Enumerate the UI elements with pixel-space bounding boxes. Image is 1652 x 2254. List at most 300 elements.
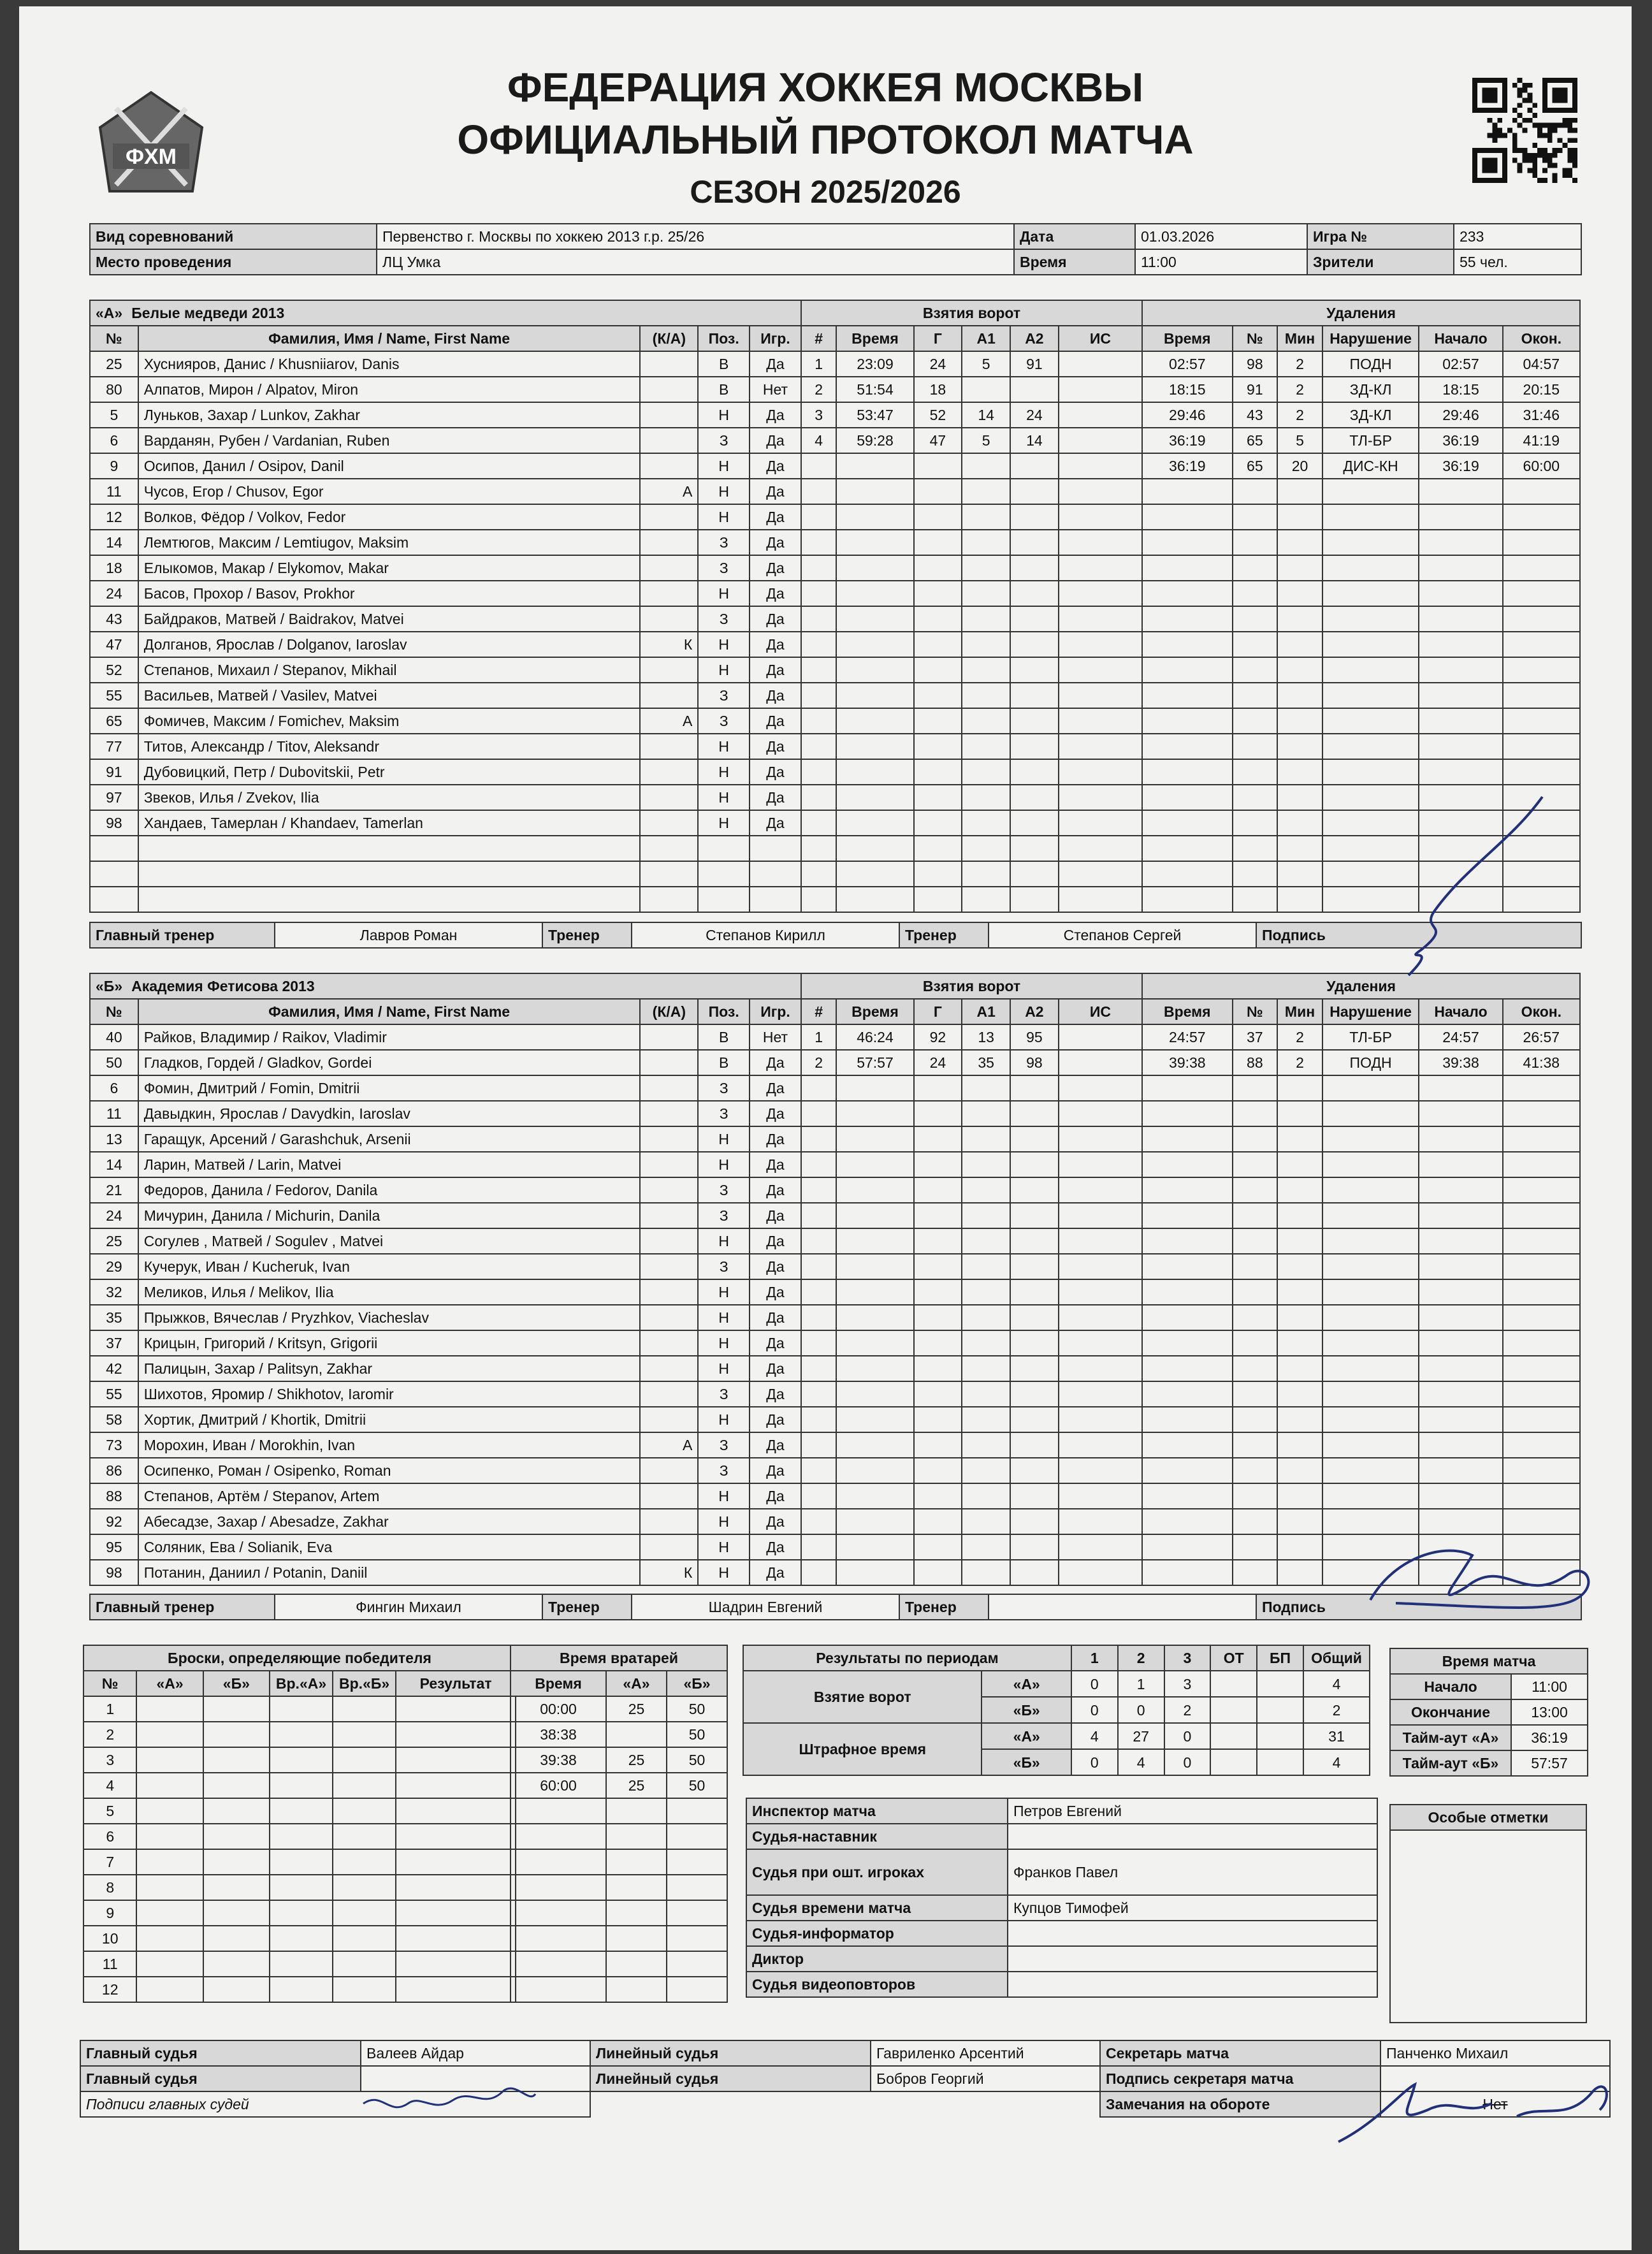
penalty-cell: [1233, 1279, 1278, 1305]
player-name: Басов, Прохор / Basov, Prokhor: [138, 581, 641, 606]
player-number: 35: [90, 1305, 138, 1330]
player-played: Да: [750, 504, 801, 530]
goal-cell: [962, 1075, 1010, 1101]
period-col: Общий: [1303, 1645, 1370, 1671]
col-g-num: #: [801, 326, 837, 351]
penalty-cell: 04:57: [1503, 351, 1580, 377]
penalty-cell: [1142, 1356, 1232, 1381]
goal-cell: [914, 785, 962, 810]
shootout-cell: [203, 1722, 270, 1747]
penalty-cell: [1322, 836, 1419, 861]
shootout-row-number: 1: [83, 1696, 136, 1722]
goal-cell: [914, 1330, 962, 1356]
goal-cell: [836, 632, 913, 657]
period-value: [1210, 1671, 1257, 1697]
col-p-end: Окон.: [1503, 326, 1580, 351]
player-name: Райков, Владимир / Raikov, Vladimir: [138, 1024, 641, 1050]
penalty-cell: [1419, 836, 1502, 861]
player-name: Долганов, Ярослав / Dolganov, Iaroslav: [138, 632, 641, 657]
player-number: 97: [90, 785, 138, 810]
penalty-cell: 02:57: [1419, 351, 1502, 377]
shootout-cell: [333, 1977, 396, 2002]
goal-cell: [1059, 1075, 1142, 1101]
player-role: [640, 759, 698, 785]
goal-cell: [1010, 1407, 1059, 1432]
penalty-cell: [1233, 1126, 1278, 1152]
goal-cell: [1010, 861, 1059, 887]
goal-cell: [1010, 530, 1059, 555]
penalty-cell: [1419, 581, 1502, 606]
player-role: [640, 657, 698, 683]
goal-cell: [1010, 632, 1059, 657]
player-played: Да: [750, 810, 801, 836]
goal-cell: [962, 785, 1010, 810]
goal-cell: [914, 657, 962, 683]
player-position: З: [698, 1075, 750, 1101]
goal-cell: [1010, 1126, 1059, 1152]
penalty-cell: [1142, 759, 1232, 785]
goal-cell: [962, 1356, 1010, 1381]
shootout-cell: [333, 1722, 396, 1747]
time-label: Время: [1014, 249, 1135, 275]
goalie-cell: [606, 1926, 667, 1951]
linesman-label: Линейный судья: [590, 2066, 871, 2091]
goal-cell: [1059, 1101, 1142, 1126]
player-role: [640, 1483, 698, 1509]
player-played: Да: [750, 1126, 801, 1152]
penalty-cell: [1277, 683, 1322, 708]
player-position: З: [698, 530, 750, 555]
goal-cell: [801, 1254, 837, 1279]
penalty-cell: [1419, 1356, 1502, 1381]
goal-cell: 51:54: [836, 377, 913, 402]
penalty-cell: [1277, 1279, 1322, 1305]
goal-cell: 23:09: [836, 351, 913, 377]
penalty-cell: [1419, 1458, 1502, 1483]
penalty-cell: [1142, 581, 1232, 606]
coach-label: Тренер: [542, 922, 632, 948]
goal-cell: [1010, 581, 1059, 606]
goalie-cell: 39:38: [511, 1747, 606, 1773]
goal-cell: [962, 530, 1010, 555]
head-coach-value: Лавров Роман: [275, 922, 542, 948]
player-name: Варданян, Рубен / Vardanian, Ruben: [138, 428, 641, 453]
player-played: Да: [750, 479, 801, 504]
shootout-col: «Б»: [203, 1671, 270, 1696]
goal-cell: [801, 606, 837, 632]
shootout-cell: [333, 1798, 396, 1824]
federation-title: ФЕДЕРАЦИЯ ХОККЕЯ МОСКВЫ: [507, 64, 1144, 110]
player-name: Титов, Александр / Titov, Aleksandr: [138, 734, 641, 759]
goal-cell: [836, 1254, 913, 1279]
goal-cell: [836, 530, 913, 555]
penalty-cell: [1233, 836, 1278, 861]
shootout-cell: [136, 1875, 203, 1900]
goal-cell: 3: [801, 402, 837, 428]
player-row: [90, 555, 1580, 581]
player-role: [640, 428, 698, 453]
goal-cell: [914, 1356, 962, 1381]
periods-title: Результаты по периодам: [743, 1645, 1071, 1671]
goal-cell: [1059, 581, 1142, 606]
penalty-cell: [1419, 1381, 1502, 1407]
player-role: [640, 887, 698, 912]
player-played: Да: [750, 1534, 801, 1560]
goalie-cell: [606, 1798, 667, 1824]
shootout-cell: [203, 1798, 270, 1824]
coach-label: Тренер: [542, 1594, 632, 1620]
goal-cell: [1010, 1152, 1059, 1177]
player-name: Потанин, Даниил / Potanin, Daniil: [138, 1560, 641, 1585]
official-label: Судья времени матча: [746, 1895, 1008, 1921]
special-notes-area: [1390, 1830, 1586, 2023]
player-played: Да: [750, 1330, 801, 1356]
penalty-cell: [1503, 581, 1580, 606]
competition-value: Первенство г. Москвы по хоккею 2013 г.р. 25/26: [377, 224, 1014, 249]
goal-cell: [801, 632, 837, 657]
penalty-cell: [1419, 1203, 1502, 1228]
player-role: [640, 377, 698, 402]
shootout-cell: [333, 1696, 396, 1722]
penalty-cell: 26:57: [1503, 1024, 1580, 1050]
penalty-cell: [1322, 657, 1419, 683]
player-played: Да: [750, 1305, 801, 1330]
player-row: [90, 504, 1580, 530]
goal-cell: [914, 581, 962, 606]
player-row: [90, 1509, 1580, 1534]
penalty-cell: [1142, 1254, 1232, 1279]
player-played: Да: [750, 530, 801, 555]
penalties-title: Удаления: [1142, 300, 1580, 326]
penalty-cell: 24:57: [1419, 1024, 1502, 1050]
shootout-row-number: 10: [83, 1926, 136, 1951]
player-played: Да: [750, 1152, 801, 1177]
player-position: [698, 861, 750, 887]
player-position: Н: [698, 1560, 750, 1585]
referees-table: [80, 2040, 1611, 2118]
penalty-cell: [1142, 785, 1232, 810]
player-name: Волков, Фёдор / Volkov, Fedor: [138, 504, 641, 530]
player-position: Н: [698, 657, 750, 683]
match-time-label: Тайм-аут «А»: [1390, 1725, 1511, 1750]
goal-cell: [836, 1228, 913, 1254]
goal-cell: [1059, 1228, 1142, 1254]
goal-cell: [801, 1509, 837, 1534]
goal-cell: [1010, 836, 1059, 861]
player-name: Хуснияров, Данис / Khusniiarov, Danis: [138, 351, 641, 377]
player-row: [90, 1305, 1580, 1330]
penalty-cell: 18:15: [1142, 377, 1232, 402]
penalty-cell: [1142, 1407, 1232, 1432]
goal-cell: [962, 555, 1010, 581]
player-number: 80: [90, 377, 138, 402]
goal-cell: [1010, 759, 1059, 785]
secretary-value: Панченко Михаил: [1380, 2040, 1610, 2066]
shootout-row-number: 9: [83, 1900, 136, 1926]
goal-cell: [1059, 1458, 1142, 1483]
period-col: ОТ: [1210, 1645, 1257, 1671]
player-row: [90, 1534, 1580, 1560]
col-name: Фамилия, Имя / Name, First Name: [138, 999, 641, 1024]
goal-cell: [801, 1126, 837, 1152]
penalty-cell: [1233, 1330, 1278, 1356]
penalty-cell: 18:15: [1419, 377, 1502, 402]
goal-cell: [801, 1458, 837, 1483]
goal-cell: [962, 1126, 1010, 1152]
player-name: Палицын, Захар / Palitsyn, Zakhar: [138, 1356, 641, 1381]
shootout-cell: [136, 1722, 203, 1747]
player-number: 91: [90, 759, 138, 785]
goal-cell: [914, 1305, 962, 1330]
player-position: Н: [698, 1509, 750, 1534]
goal-cell: 24: [914, 1050, 962, 1075]
penalty-cell: 29:46: [1419, 402, 1502, 428]
penalty-cell: ЗД-КЛ: [1322, 377, 1419, 402]
penalty-cell: [1142, 555, 1232, 581]
col-p-inf: Нарушение: [1322, 999, 1419, 1024]
venue-label: Место проведения: [90, 249, 377, 275]
official-label: Судья видеоповторов: [746, 1972, 1008, 1997]
goal-cell: [1010, 1330, 1059, 1356]
penalty-cell: 43: [1233, 402, 1278, 428]
goal-cell: [1059, 810, 1142, 836]
match-time-label: Тайм-аут «Б»: [1390, 1750, 1511, 1776]
penalty-cell: [1322, 734, 1419, 759]
goal-cell: [914, 1483, 962, 1509]
col-p-time: Время: [1142, 326, 1232, 351]
col-g-a2: А2: [1010, 999, 1059, 1024]
penalty-cell: [1142, 1483, 1232, 1509]
head-coach-label: Главный тренер: [90, 1594, 275, 1620]
goal-cell: [1010, 1177, 1059, 1203]
goals-label: Взятие ворот: [743, 1671, 982, 1723]
goal-cell: [801, 836, 837, 861]
official-label: Судья-информатор: [746, 1921, 1008, 1946]
goal-cell: [1010, 606, 1059, 632]
player-position: Н: [698, 1483, 750, 1509]
goal-cell: [1059, 759, 1142, 785]
goal-cell: [914, 1381, 962, 1407]
player-number: 11: [90, 479, 138, 504]
player-row: [90, 453, 1580, 479]
goal-cell: [914, 1152, 962, 1177]
penalty-cell: [1419, 861, 1502, 887]
goal-cell: [836, 759, 913, 785]
goal-cell: [962, 1177, 1010, 1203]
period-value: 0: [1118, 1697, 1164, 1723]
player-role: [640, 1024, 698, 1050]
penalty-cell: [1322, 810, 1419, 836]
player-name: [138, 836, 641, 861]
penalty-cell: [1419, 1534, 1502, 1560]
goal-cell: 46:24: [836, 1024, 913, 1050]
goal-cell: [962, 836, 1010, 861]
goal-cell: 5: [962, 351, 1010, 377]
player-number: 86: [90, 1458, 138, 1483]
penalty-cell: [1322, 1228, 1419, 1254]
goal-cell: [1059, 734, 1142, 759]
player-row: [90, 1458, 1580, 1483]
player-role: [640, 1075, 698, 1101]
penalty-cell: [1277, 1560, 1322, 1585]
goal-cell: 57:57: [836, 1050, 913, 1075]
shootout-cell: [136, 1926, 203, 1951]
penalty-cell: [1419, 1407, 1502, 1432]
goalie-cell: [667, 1951, 727, 1977]
goal-cell: 2: [801, 377, 837, 402]
player-played: Да: [750, 759, 801, 785]
player-played: Да: [750, 428, 801, 453]
goal-cell: [1010, 887, 1059, 912]
col-played: Игр.: [750, 326, 801, 351]
goal-cell: [801, 581, 837, 606]
player-number: 92: [90, 1509, 138, 1534]
player-played: Да: [750, 555, 801, 581]
penalty-cell: [1322, 1407, 1419, 1432]
penalty-cell: [1277, 632, 1322, 657]
penalty-cell: 29:46: [1142, 402, 1232, 428]
svg-text:ФХМ: ФХМ: [125, 145, 177, 169]
player-role: [640, 1228, 698, 1254]
shootout-col: Вр.«А»: [270, 1671, 333, 1696]
player-played: Да: [750, 1254, 801, 1279]
penalty-cell: ПОДН: [1322, 1050, 1419, 1075]
shootout-cell: [203, 1926, 270, 1951]
player-played: Нет: [750, 377, 801, 402]
penalty-cell: 39:38: [1419, 1050, 1502, 1075]
period-value: 27: [1118, 1723, 1164, 1749]
goal-cell: [836, 734, 913, 759]
col-played: Игр.: [750, 999, 801, 1024]
player-played: Да: [750, 785, 801, 810]
player-name: Гладков, Гордей / Gladkov, Gordei: [138, 1050, 641, 1075]
goal-cell: [914, 1177, 962, 1203]
player-number: 25: [90, 351, 138, 377]
shootout-cell: [396, 1951, 516, 1977]
goal-cell: [1010, 683, 1059, 708]
goal-cell: [1059, 1203, 1142, 1228]
player-name: Степанов, Михаил / Stepanov, Mikhail: [138, 657, 641, 683]
player-number: 50: [90, 1050, 138, 1075]
penalty-cell: [1277, 1534, 1322, 1560]
penalty-cell: [1503, 1177, 1580, 1203]
goal-cell: [836, 1152, 913, 1177]
col-p-num: №: [1233, 999, 1278, 1024]
penalty-cell: [1277, 479, 1322, 504]
shootout-cell: [333, 1926, 396, 1951]
goal-cell: [836, 1330, 913, 1356]
coach-value: [989, 1594, 1256, 1620]
goalie-cell: [511, 1875, 606, 1900]
goalie-cell: [511, 1798, 606, 1824]
period-value: 0: [1071, 1749, 1118, 1775]
shootout-cell: [203, 1849, 270, 1875]
penalty-cell: [1277, 1152, 1322, 1177]
player-name: Хортик, Дмитрий / Khortik, Dmitrii: [138, 1407, 641, 1432]
player-position: Н: [698, 632, 750, 657]
goal-cell: [914, 479, 962, 504]
goal-cell: [1010, 1432, 1059, 1458]
goal-cell: [962, 1228, 1010, 1254]
player-name: Фомичев, Максим / Fomichev, Maksim: [138, 708, 641, 734]
goal-cell: [801, 887, 837, 912]
goal-cell: [1059, 1024, 1142, 1050]
goalie-col: Время: [511, 1671, 606, 1696]
goal-cell: [914, 555, 962, 581]
goal-cell: [962, 708, 1010, 734]
col-ka: (К/А): [640, 999, 698, 1024]
penalty-cell: [1322, 1279, 1419, 1305]
goalie-cell: 38:38: [511, 1722, 606, 1747]
penalty-cell: [1419, 1330, 1502, 1356]
player-role: [640, 504, 698, 530]
col-ka: (К/А): [640, 326, 698, 351]
player-played: Да: [750, 1483, 801, 1509]
secretary-label: Подпись секретаря матча: [1100, 2066, 1380, 2091]
penalty-cell: [1277, 1509, 1322, 1534]
player-role: [640, 785, 698, 810]
team-tag: «Б»: [96, 978, 123, 994]
player-name: [138, 887, 641, 912]
goal-cell: [836, 683, 913, 708]
goal-cell: [962, 1483, 1010, 1509]
player-name: Мичурин, Данила / Michurin, Danila: [138, 1203, 641, 1228]
penalty-cell: [1142, 1126, 1232, 1152]
goal-cell: [1010, 1279, 1059, 1305]
venue-value: ЛЦ Умка: [377, 249, 1014, 275]
goal-cell: [801, 734, 837, 759]
player-position: Н: [698, 1534, 750, 1560]
goal-cell: [1010, 1560, 1059, 1585]
player-row: [90, 683, 1580, 708]
period-value: [1257, 1749, 1303, 1775]
goal-cell: [962, 1305, 1010, 1330]
player-name: Согулев , Матвей / Sogulev , Matvei: [138, 1228, 641, 1254]
penalty-cell: 39:38: [1142, 1050, 1232, 1075]
goalie-cell: 25: [606, 1696, 667, 1722]
team-tag: «А»: [96, 305, 123, 321]
player-name: Фомин, Дмитрий / Fomin, Dmitrii: [138, 1075, 641, 1101]
shootout-cell: [203, 1951, 270, 1977]
penalty-cell: [1322, 785, 1419, 810]
goal-cell: [914, 632, 962, 657]
col-p-num: №: [1233, 326, 1278, 351]
special-notes-box: [1389, 1804, 1587, 2023]
goalie-cell: [606, 1977, 667, 2002]
player-role: [640, 1509, 698, 1534]
goal-cell: [801, 810, 837, 836]
penalty-cell: [1142, 1432, 1232, 1458]
penalty-cell: [1233, 785, 1278, 810]
goal-cell: 35: [962, 1050, 1010, 1075]
official-label: Инспектор матча: [746, 1798, 1008, 1824]
shootout-cell: [270, 1798, 333, 1824]
col-p-min: Мин: [1277, 326, 1322, 351]
goal-cell: [1010, 377, 1059, 402]
goalie-cell: 25: [606, 1747, 667, 1773]
goal-cell: [962, 1381, 1010, 1407]
penalty-cell: [1419, 683, 1502, 708]
period-value: 4: [1303, 1671, 1370, 1697]
goal-cell: [914, 1534, 962, 1560]
goalie-col: «Б»: [667, 1671, 727, 1696]
player-number: 58: [90, 1407, 138, 1432]
goal-cell: [801, 1381, 837, 1407]
goal-cell: [1059, 708, 1142, 734]
penalty-cell: [1419, 1305, 1502, 1330]
shootout-row-number: 11: [83, 1951, 136, 1977]
goal-cell: [801, 1279, 837, 1305]
